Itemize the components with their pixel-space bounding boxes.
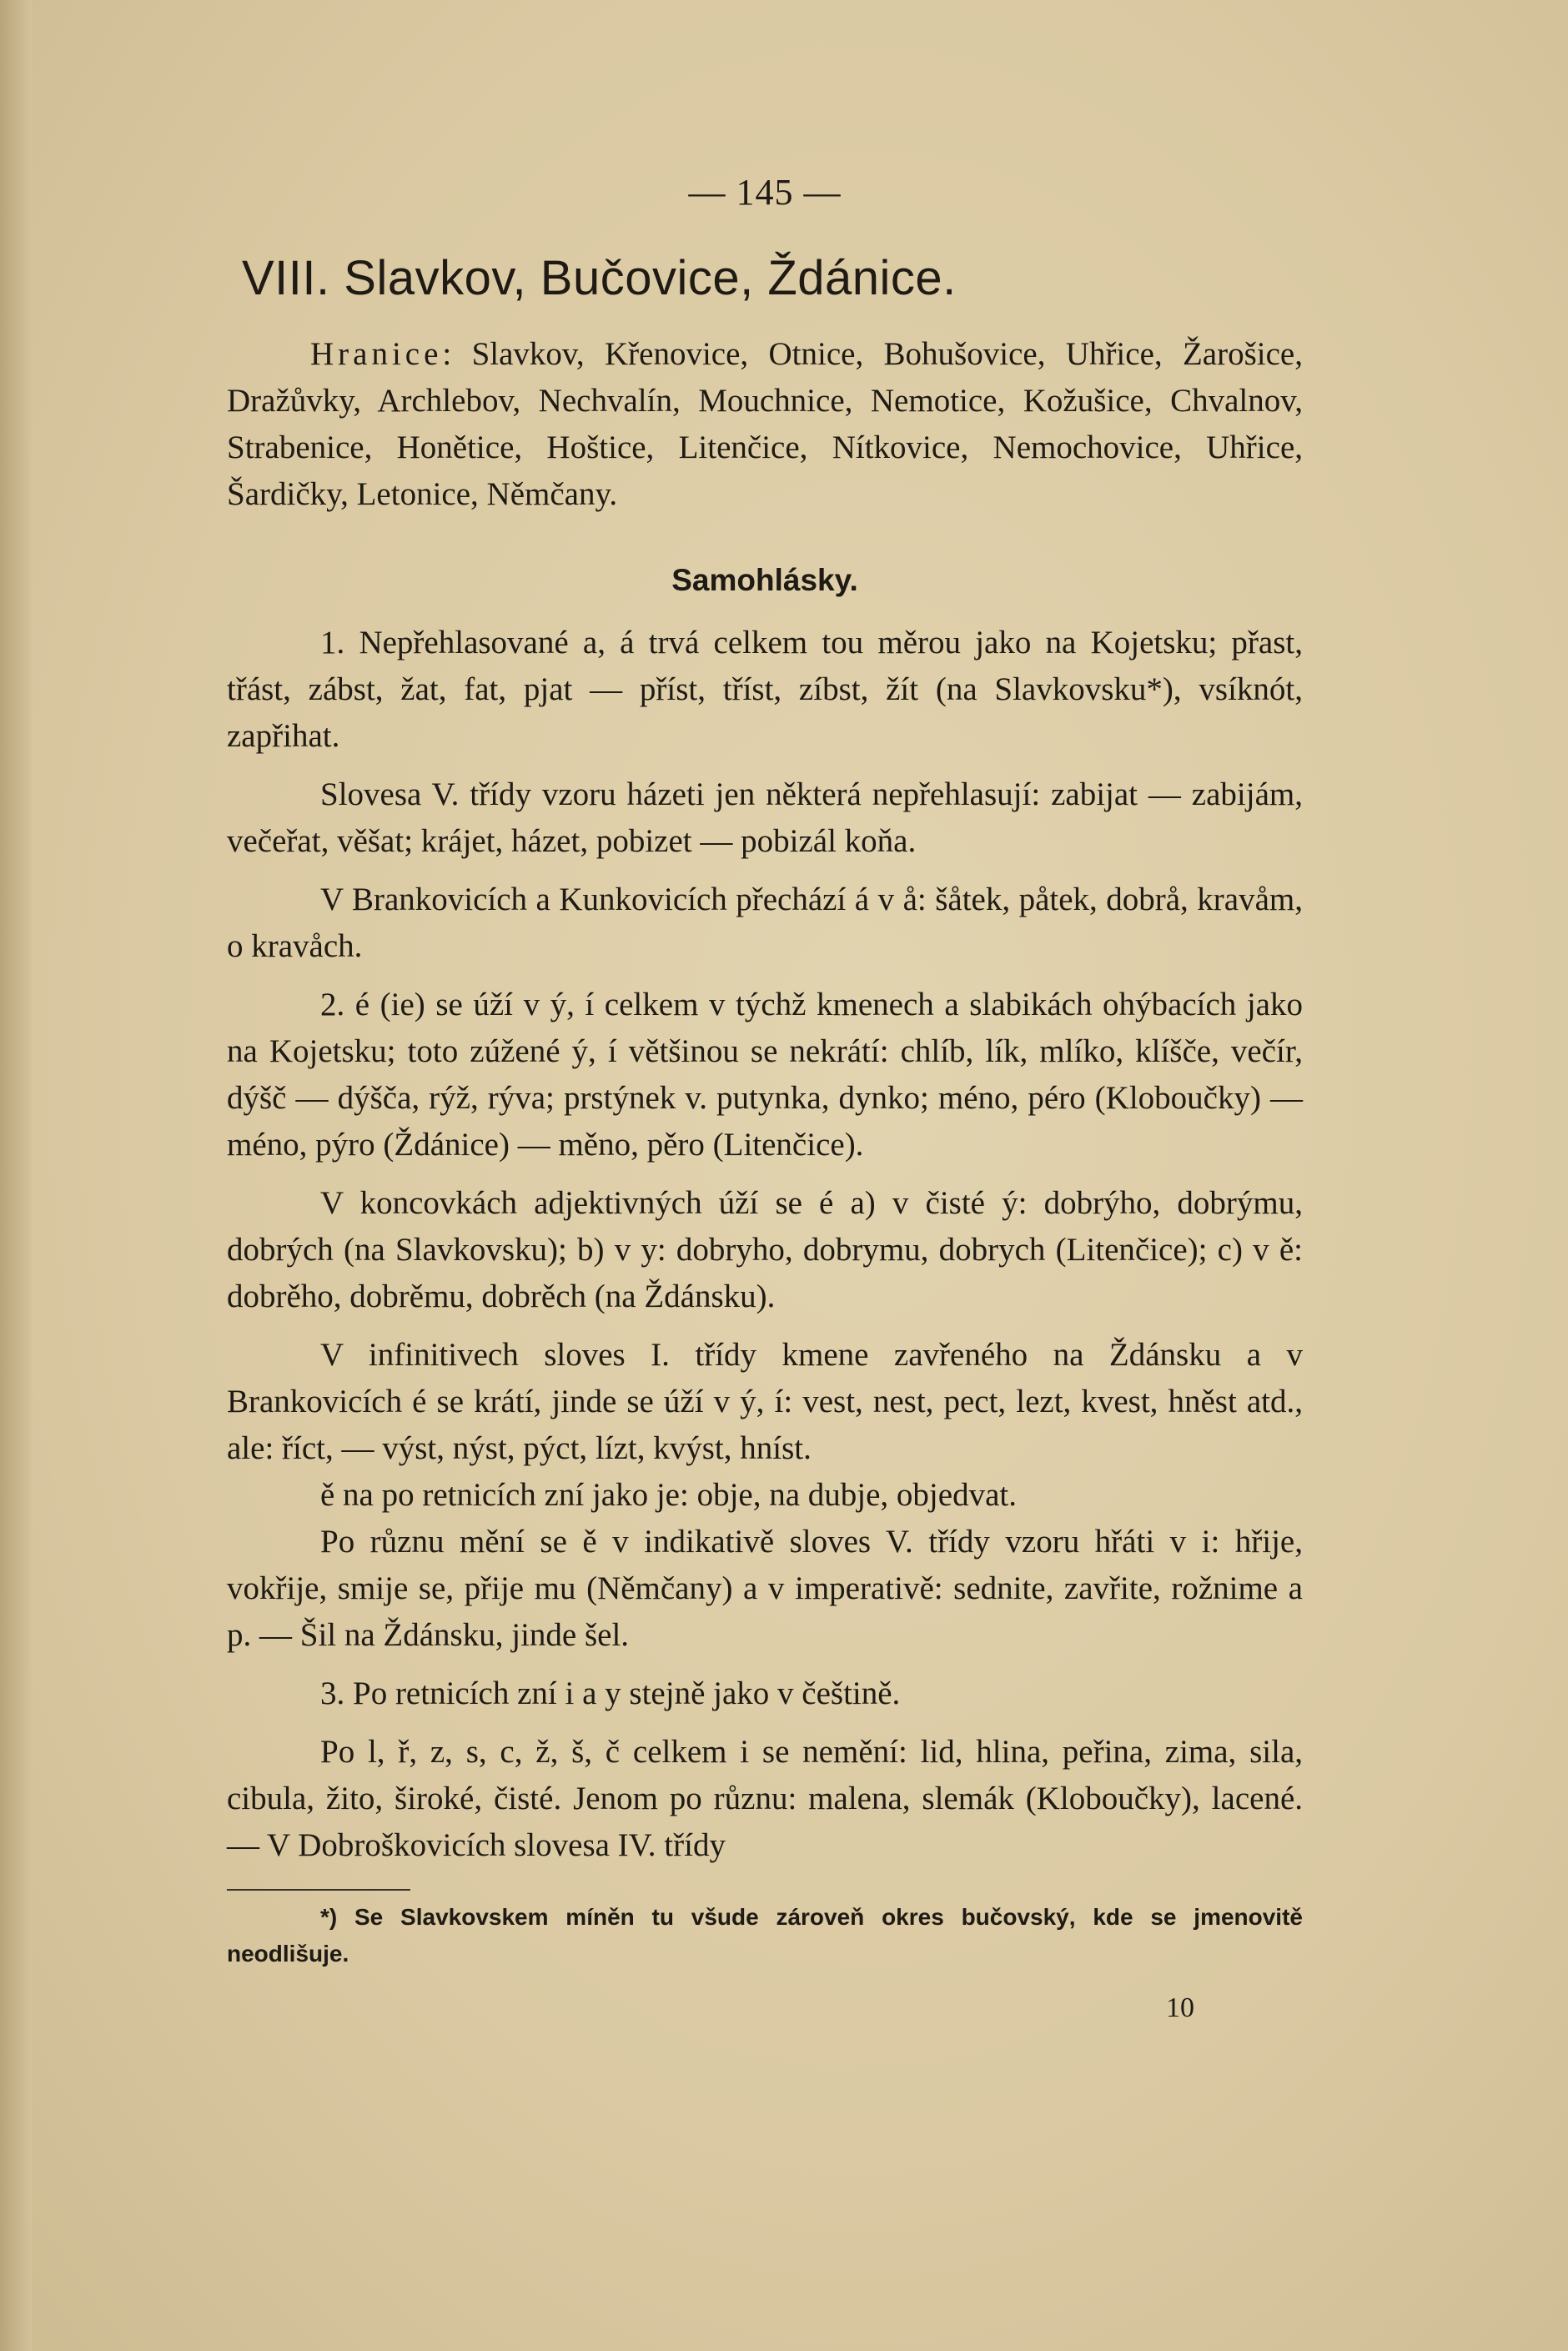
borders-text: : Slavkov, Křenovice, Otnice, Bohušovice, Uhřice, Žarošice, Dražůvky, Archlebov, Nechvalín, Mouchnice, Nemotice, Kožušice, Chvalnov, Strabenice, Honětice, Hoštice, Litenčice, Nítkovice, Nemochovice, Uhřice, Šardičky, Letonice, Němčany. bbox=[227, 336, 1303, 512]
signature-mark: 10 bbox=[1166, 1992, 1194, 2023]
paragraph: ě na po retnicích zní jako je: obje, na dubje, objedvat. bbox=[320, 1477, 1017, 1513]
paragraph: 3. Po retnicích zní i a y stejně jako v češtině. bbox=[320, 1675, 901, 1711]
paragraph: Po l, ř, z, s, c, ž, š, č celkem i se nemění: lid, hlina, peřina, zima, sila, cibula, žito, široké, čisté. Jenom po různu: malena, slemák (Kloboučky), lacené. — V Dobroškovicích slovesa IV. třídy bbox=[227, 1734, 1303, 1863]
paragraph: Po různu mění se ě v indikativě sloves V. třídy vzoru hřáti v i: hřije, vokřije, smije se, přije mu (Němčany) a v imperativě: sednite, zavřite, rožnime a p. — Šil na Ždánsku, jinde šel. bbox=[227, 1524, 1303, 1653]
paragraph: 1. Nepřehlasované a, á trvá celkem tou měrou jako na Kojetsku; přast, třást, zábst, žat, fat, pjat — příst, tříst, zíbst, žít (na Slavkovsku*), vsíknót, zapřihat. bbox=[227, 625, 1303, 754]
page-number: — 145 — bbox=[688, 172, 842, 213]
footnote-divider bbox=[227, 1889, 410, 1891]
paragraph: 2. é (ie) se úží v ý, í celkem v týchž kmenech a slabikách ohýbacích jako na Kojetsku; toto zúžené ý, í většinou se nekrátí: chlíb, lík, mlíko, klíšče, večír, dýšč — dýšča, rýž, rýva; prstýnek v. putynka, dynko; méno, péro (Kloboučky) — méno, pýro (Ždánice) — měno, pěro (Litenčice). bbox=[227, 987, 1303, 1163]
borders-paragraph bbox=[227, 331, 1303, 518]
paragraph: V koncovkách adjektivných úží se é a) v čisté ý: dobrýho, dobrýmu, dobrých (na Slavkovsku); b) v y: dobryho, dobrymu, dobrych (Litenčice); c) v ě: dobrěho, dobrěmu, dobrěch (na Ždánsku). bbox=[227, 1185, 1303, 1314]
text-block bbox=[227, 171, 1303, 2024]
section-title: Samohlásky. bbox=[671, 563, 858, 597]
chapter-title: VIII. Slavkov, Bučovice, Ždánice. bbox=[242, 251, 957, 305]
page-spine-edge bbox=[0, 0, 32, 2351]
paragraph: V infinitivech sloves I. třídy kmene zavřeného na Ždánsku a v Brankovicích é se krátí, jinde se úží v ý, í: vest, nest, pect, lezt, kvest, hněst atd., ale: říct, — výst, nýst, pýct, lízt, kvýst, hníst. bbox=[227, 1337, 1303, 1466]
paragraph: V Brankovicích a Kunkovicích přechází á v å: šåtek, påtek, dobrå, kravåm, o kravåch. bbox=[227, 882, 1303, 964]
footnote: *) Se Slavkovskem míněn tu všude zároveň okres bučovský, kde se jmenovitě neodlišuje. bbox=[227, 1904, 1303, 1967]
paragraph: Slovesa V. třídy vzoru házeti jen některá nepřehlasují: zabijat — zabijám, večeřat, věšat; krájet, házet, pobizet — pobizál koňa. bbox=[227, 776, 1303, 859]
borders-label: Hranice bbox=[310, 336, 443, 372]
